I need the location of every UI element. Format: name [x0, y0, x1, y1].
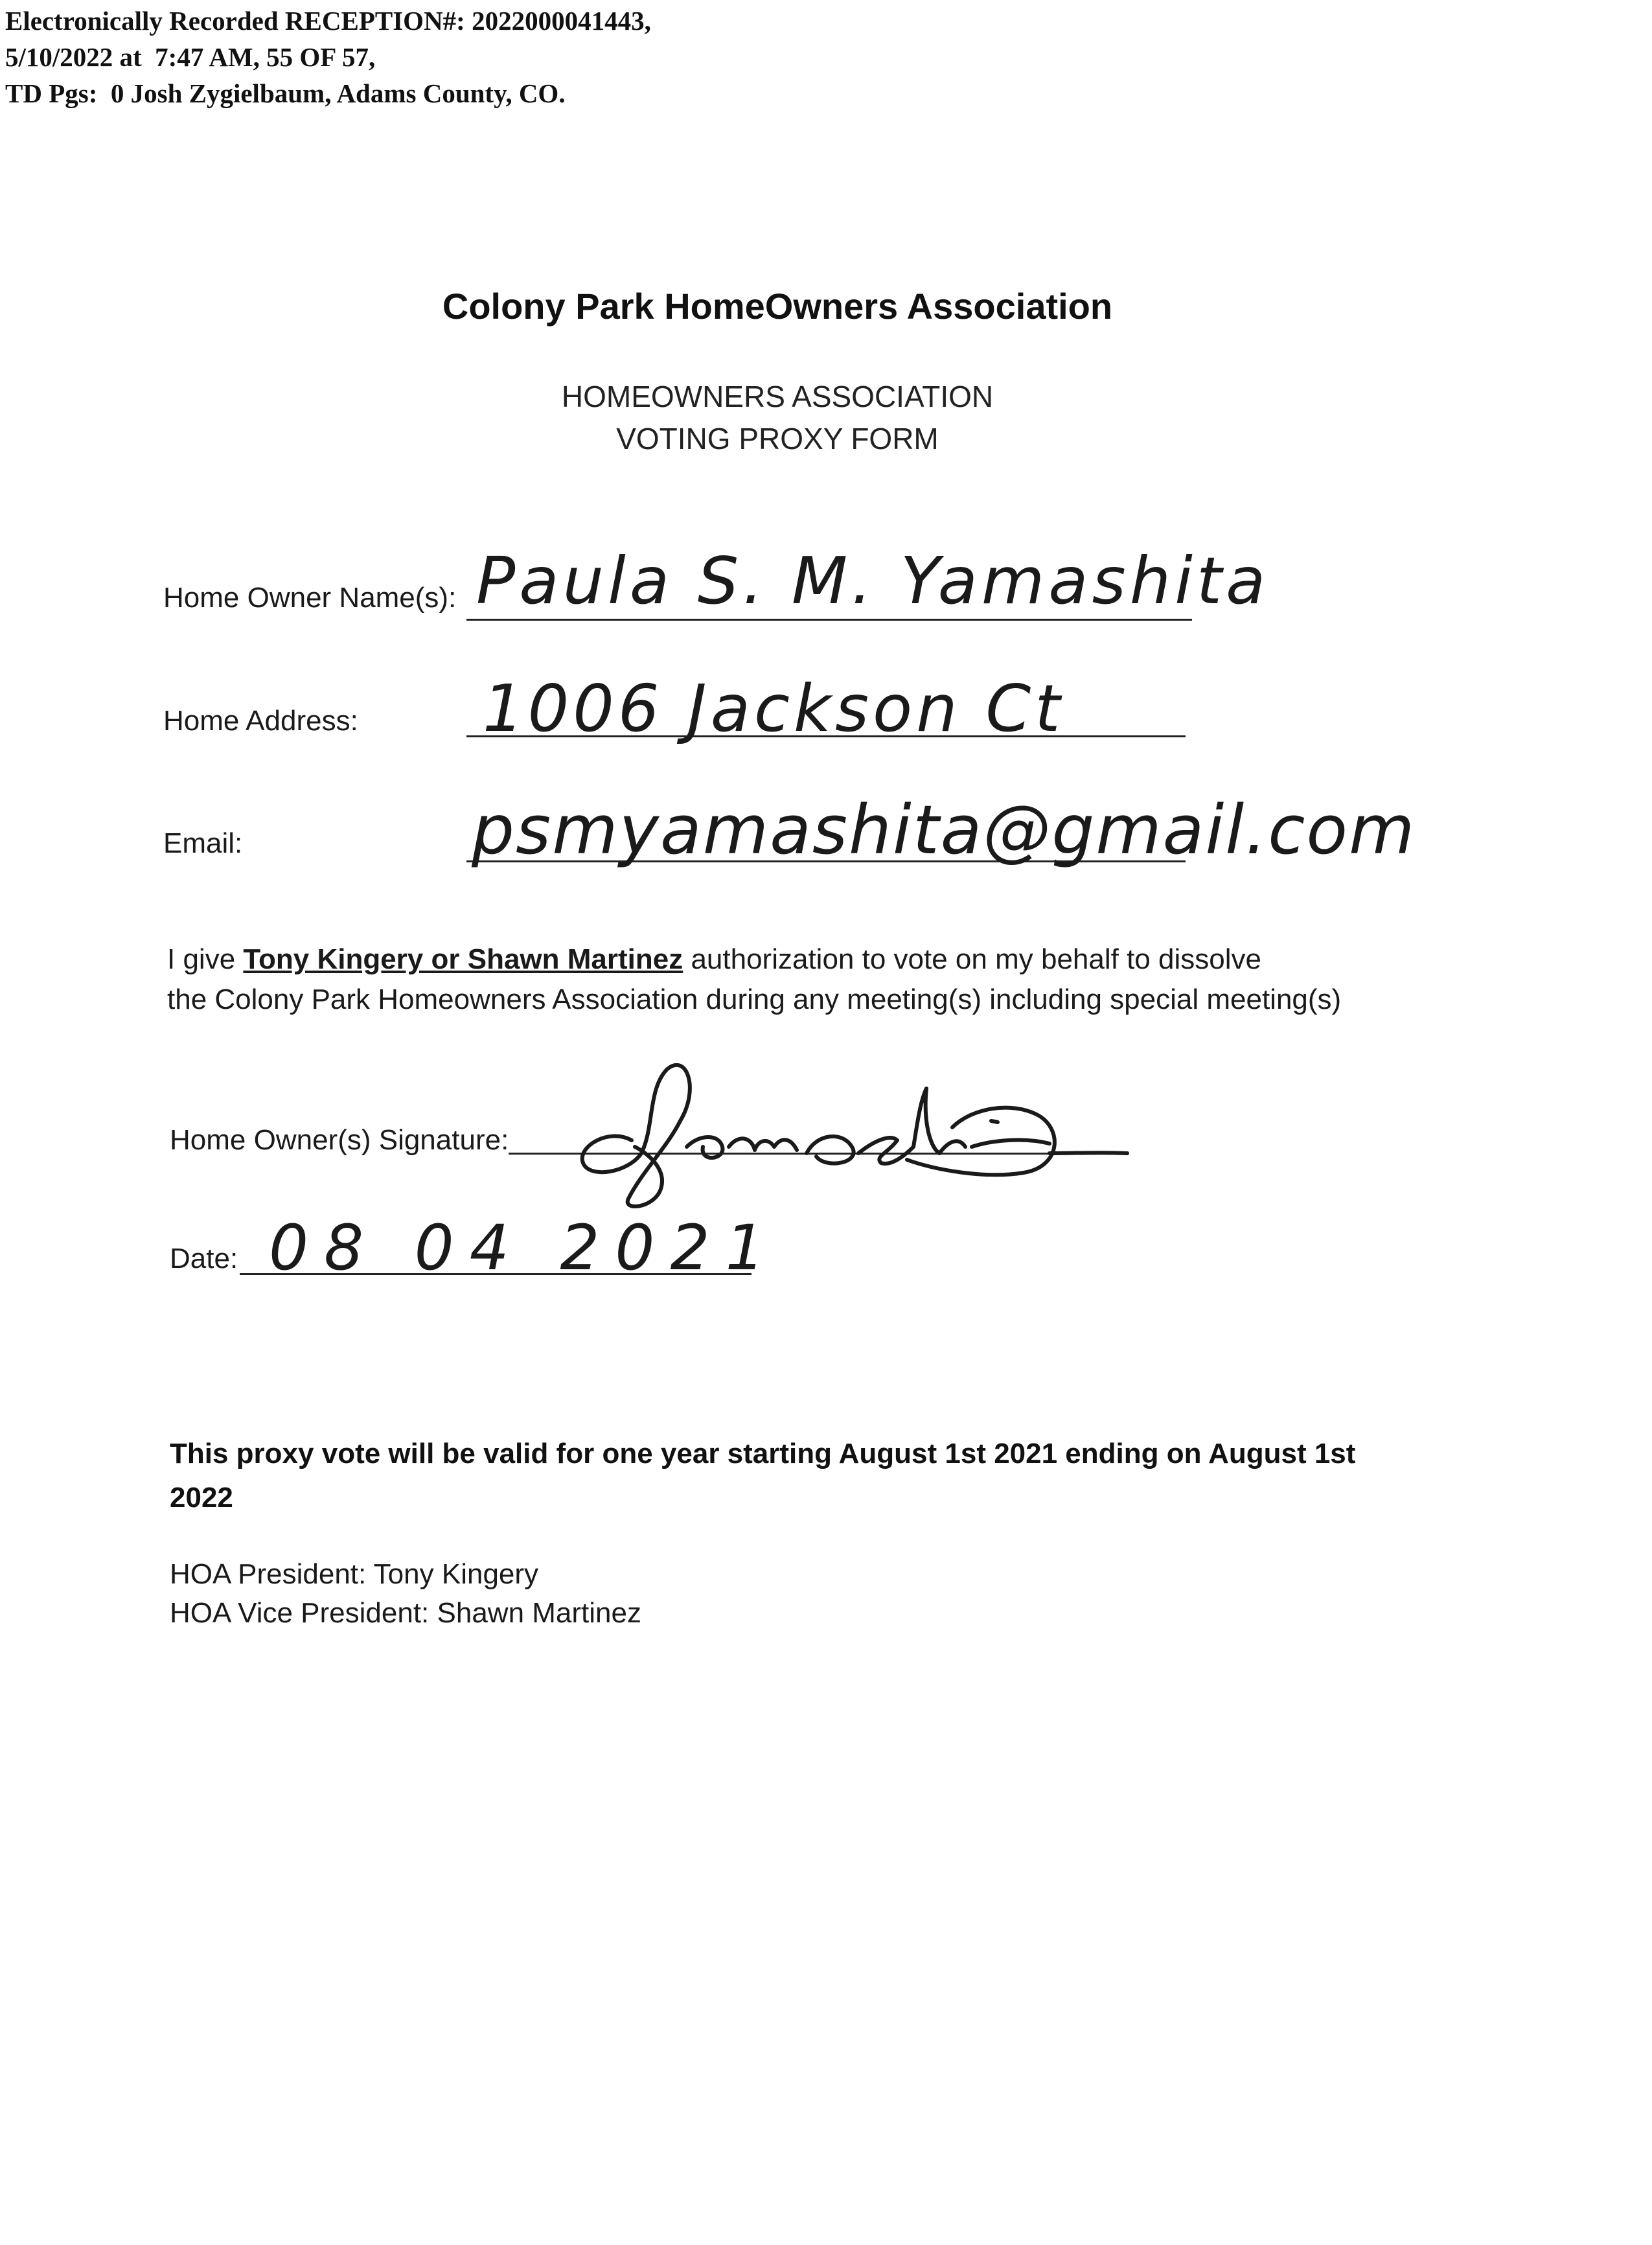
signature-label: Home Owner(s) Signature: — [170, 1124, 509, 1156]
recording-stamp-line-3: TD Pgs: 0 Josh Zygielbaum, Adams County, CO. — [5, 78, 566, 108]
authorization-prefix: I give — [167, 943, 244, 975]
hoa-president: HOA President: Tony Kingery — [170, 1558, 539, 1590]
owner-name-value: Paula S. M. Yamashita — [476, 543, 1270, 619]
email-value: psmyamashita@gmail.com — [472, 790, 1416, 869]
document-subtitle-1: HOMEOWNERS ASSOCIATION — [561, 380, 994, 413]
authorization-line-1 — [167, 939, 1341, 980]
authorization-text — [167, 939, 1341, 1020]
date-value: 08 04 2021 — [269, 1212, 781, 1284]
owner-name-line — [466, 619, 1192, 621]
handwritten-signature — [570, 1050, 1153, 1212]
owner-name-label: Home Owner Name(s): — [163, 582, 457, 614]
home-address-value: 1006 Jackson Ct — [483, 671, 1064, 746]
email-label: Email: — [163, 827, 243, 859]
hoa-officers — [170, 1555, 641, 1633]
home-address-label: Home Address: — [163, 705, 358, 737]
proxy-agents: Tony Kingery or Shawn Martinez — [243, 943, 683, 975]
date-label: Date: — [170, 1243, 238, 1274]
document-subtitle-2: VOTING PROXY FORM — [616, 422, 939, 455]
recording-stamp-line-2: 5/10/2022 at 7:47 AM, 55 OF 57, — [5, 42, 376, 72]
document-title: Colony Park HomeOwners Association — [442, 286, 1113, 327]
authorization-line-2: the Colony Park Homeowners Association during any meeting(s) including special meeting(s) — [167, 984, 1342, 1015]
recording-stamp — [5, 3, 651, 111]
proxy-validity-note: This proxy vote will be valid for one year starting August 1st 2021 ending on August 1st 2022 — [170, 1438, 1356, 1514]
recording-stamp-line-1: Electronically Recorded RECEPTION#: 2022000041443, — [5, 6, 651, 36]
authorization-suffix: authorization to vote on my behalf to dissolve — [683, 943, 1261, 975]
hoa-vice-president: HOA Vice President: Shawn Martinez — [170, 1597, 641, 1629]
